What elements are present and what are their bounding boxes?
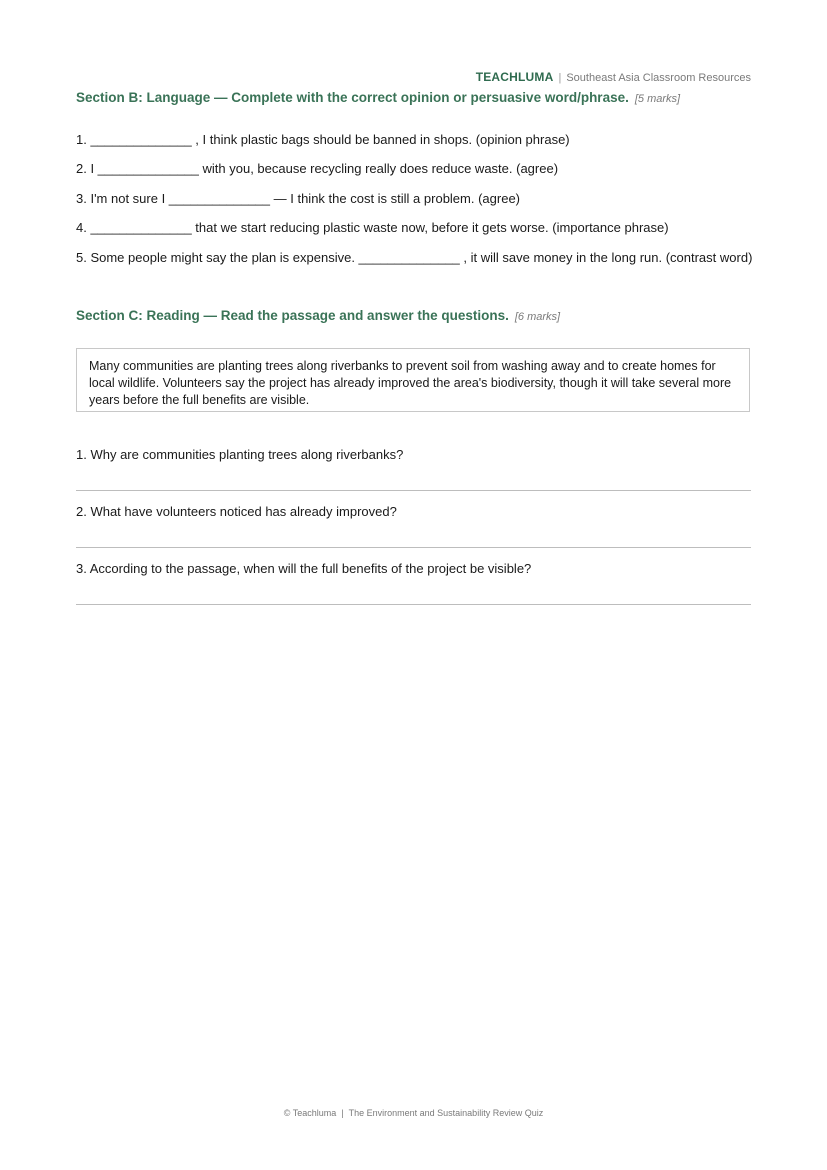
section-b-question-1: 1. ______________ , I think plastic bags should be banned in shops. (opinion phrase) xyxy=(76,132,570,147)
brand-name: TEACHLUMA xyxy=(475,70,554,84)
reading-question-3: 3. According to the passage, when will the full benefits of the project be visible? xyxy=(76,561,532,576)
answer-line-3[interactable] xyxy=(76,604,751,605)
answer-line-2[interactable] xyxy=(76,547,751,548)
reading-question-1: 1. Why are communities planting trees along riverbanks? xyxy=(76,447,404,462)
section-c-marks: [6 marks] xyxy=(514,311,561,323)
section-b-heading: Section B: Language — Complete with the correct opinion or persuasive word/phrase. xyxy=(76,90,629,105)
answer-line-1[interactable] xyxy=(76,490,751,491)
section-b-question-5: 5. Some people might say the plan is expensive. ______________ , it will save money in the long run. (contrast word) xyxy=(76,250,753,265)
section-c-heading: Section C: Reading — Read the passage and answer the questions. xyxy=(76,308,509,323)
brand-separator: | xyxy=(558,72,562,84)
reading-question-2: 2. What have volunteers noticed has already improved? xyxy=(76,504,397,519)
footer-separator: | xyxy=(341,1108,344,1118)
brand-tagline: Southeast Asia Classroom Resources xyxy=(566,72,751,84)
worksheet-page xyxy=(76,0,751,1170)
section-c-title xyxy=(76,308,560,323)
section-b-question-3: 3. I'm not sure I ______________ — I think the cost is still a problem. (agree) xyxy=(76,191,520,206)
brand-header xyxy=(476,70,751,84)
section-b-question-4: 4. ______________ that we start reducing plastic waste now, before it gets worse. (importance phrase) xyxy=(76,220,669,235)
footer-quiz-title: The Environment and Sustainability Review Quiz xyxy=(348,1108,544,1118)
reading-passage: Many communities are planting trees along riverbanks to prevent soil from washing away and to create homes for local wildlife. Volunteers say the project has already improved the area's biodiversity, though it will take several more years before the full benefits are visible. xyxy=(76,348,750,412)
section-b-question-2: 2. I ______________ with you, because recycling really does reduce waste. (agree) xyxy=(76,161,559,176)
footer-copyright: © Teachluma xyxy=(283,1108,337,1118)
section-b-title xyxy=(76,90,680,105)
page-footer xyxy=(0,1108,827,1118)
section-b-marks: [5 marks] xyxy=(634,93,681,105)
